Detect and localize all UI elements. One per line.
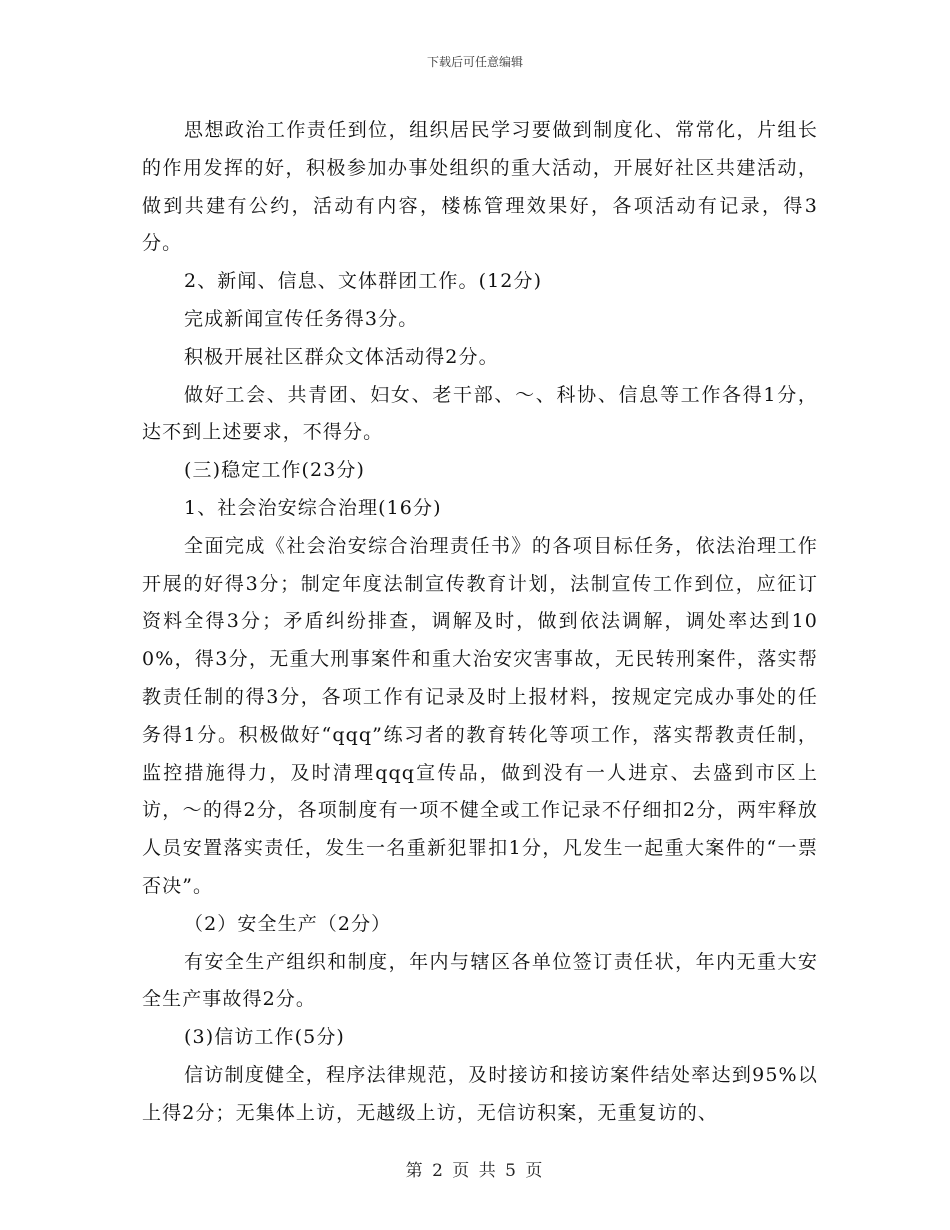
- section-heading: （2）安全生产（2分）: [184, 912, 392, 935]
- section-heading: 1、社会治安综合治理(16分): [184, 496, 442, 519]
- paragraph: 思想政治工作责任到位，组织居民学习要做到制度化、常常化，片组长的作用发挥的好，积极参加办事处组织的重大活动，开展好社区共建活动，做到共建有公约，活动有内容，楼栋管理效果好，各项活动有记录，得3分。: [142, 119, 818, 255]
- document-body: [142, 112, 818, 1133]
- section-heading: 2、新闻、信息、文体群团工作。(12分): [184, 270, 543, 293]
- paragraph: 做好工会、共青团、妇女、老干部、～、科协、信息等工作各得1分，达不到上述要求，不得分。: [142, 383, 818, 444]
- paragraph: 信访制度健全，程序法律规范，及时接访和接访案件结处率达到95%以上得2分；无集体上访，无越级上访，无信访积案，无重复访的、: [142, 1063, 818, 1124]
- paragraph: 全面完成《社会治安综合治理责任书》的各项目标任务，依法治理工作开展的好得3分；制定年度法制宣传教育计划，法制宣传工作到位，应征订资料全得3分；矛盾纠纷排查，调解及时，做到依法调解，调处率达到100%，得3分，无重大刑事案件和重大治安灾害事故，无民转刑案件，落实帮教责任制的得3分，各项工作有记录及时上报材料，按规定完成办事处的任务得1分。积极做好“qqq”练习者的教育转化等项工作，落实帮教责任制，监控措施得力，及时清理qqq宣传品，做到没有一人进京、去盛到市区上访，～的得2分，各项制度有一项不健全或工作记录不仔细扣2分，两牢释放人员安置落实责任，发生一名重新犯罪扣1分，凡发生一起重大案件的“一票否决”。: [142, 534, 818, 897]
- section-heading: (3)信访工作(5分): [184, 1026, 345, 1049]
- paragraph: 有安全生产组织和制度，年内与辖区各单位签订责任状，年内无重大安全生产事故得2分。: [142, 950, 818, 1011]
- page-header: 下载后可任意编辑: [426, 55, 523, 69]
- paragraph: 完成新闻宣传任务得3分。: [184, 307, 419, 330]
- paragraph: 积极开展社区群众文体活动得2分。: [184, 345, 499, 368]
- section-heading: (三)稳定工作(23分): [184, 459, 366, 482]
- page-footer: 第 2 页 共 5 页: [405, 1161, 545, 1181]
